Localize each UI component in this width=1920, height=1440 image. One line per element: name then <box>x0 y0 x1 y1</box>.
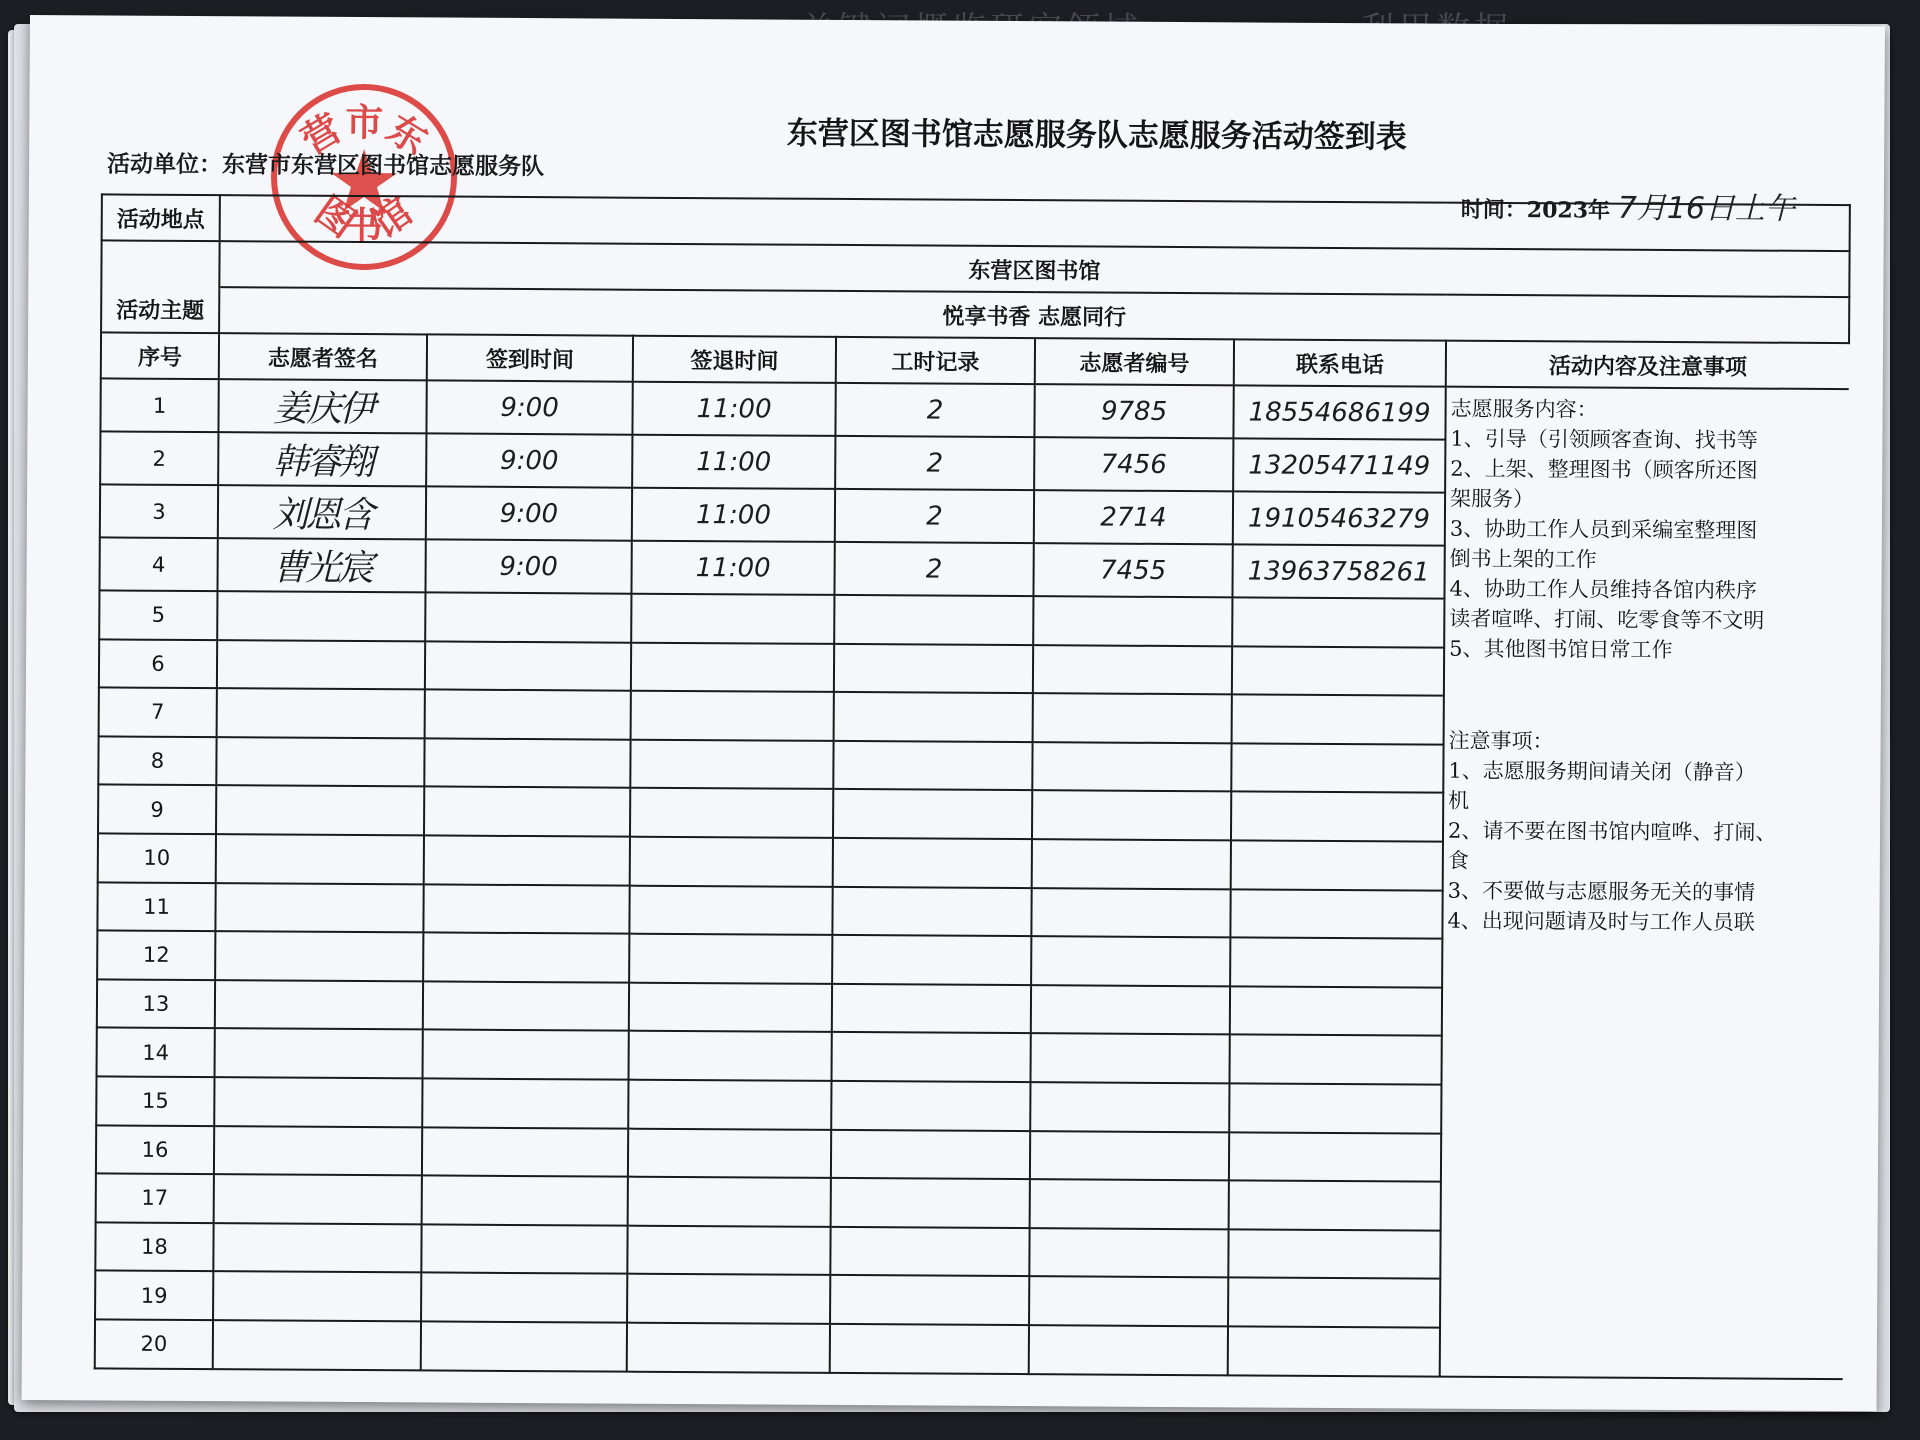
checkout-time: 11:00 <box>632 488 835 542</box>
row-number: 10 <box>98 833 216 882</box>
checkin-time <box>423 884 629 934</box>
time-month-day: 7月16日 <box>1617 190 1736 227</box>
checkout-time <box>627 1225 830 1275</box>
theme-value: 悦享书香 志愿同行 <box>219 287 1849 343</box>
checkout-time: 11:00 <box>632 435 835 489</box>
col-header-no: 序号 <box>101 332 219 379</box>
volunteer-id <box>1031 985 1230 1035</box>
work-hours: 2 <box>835 436 1034 490</box>
checkout-time <box>631 594 834 644</box>
checkin-time: 9:00 <box>426 380 632 434</box>
content-item: 读者喧哗、打闹、吃零食等不文明 <box>1449 606 1765 633</box>
volunteer-id <box>1032 791 1231 841</box>
volunteer-signature <box>217 591 425 641</box>
seal-text-bottom: 图书馆 <box>307 187 421 249</box>
checkin-time: 9:00 <box>426 486 632 540</box>
phone-number: 13205471149 <box>1233 438 1445 492</box>
checkin-time <box>421 1273 627 1323</box>
work-hours <box>831 1129 1030 1179</box>
volunteer-signature <box>215 883 423 933</box>
theme-label: 活动主题 <box>101 286 219 333</box>
work-hours <box>833 741 1032 791</box>
col-header-notes: 活动内容及注意事项 <box>1446 341 1849 389</box>
phone-number <box>1228 1229 1440 1279</box>
checkout-time <box>630 739 833 789</box>
phone-number <box>1229 1083 1441 1133</box>
content-item: 架服务） <box>1449 486 1535 512</box>
work-hours <box>834 692 1033 742</box>
location-value: 东营区图书馆 <box>219 241 1849 297</box>
volunteer-id <box>1029 1276 1228 1326</box>
seal-text-top: 营市东 <box>293 99 436 164</box>
checkout-time <box>629 1031 832 1081</box>
phone-number <box>1230 938 1442 988</box>
checkout-time <box>628 1080 831 1130</box>
checkin-time <box>425 641 631 691</box>
volunteer-signature <box>215 931 423 981</box>
unit-label: 活动单位： <box>107 150 223 179</box>
row-number: 9 <box>98 785 216 834</box>
row-number: 14 <box>97 1028 215 1077</box>
volunteer-id <box>1030 1082 1229 1132</box>
phone-number <box>1232 646 1444 696</box>
attention-heading: 注意事项： <box>1448 728 1554 754</box>
time-label: 时间： <box>1460 196 1527 224</box>
volunteer-signature <box>213 1271 421 1321</box>
checkin-time <box>424 787 630 837</box>
content-heading: 志愿服务内容： <box>1450 396 1598 422</box>
checkin-time <box>422 1127 628 1177</box>
phone-number <box>1231 743 1443 793</box>
volunteer-signature <box>214 1174 422 1224</box>
phone-number <box>1228 1326 1440 1376</box>
checkin-time: 9:00 <box>426 433 632 487</box>
notes-panel <box>1440 387 1849 1379</box>
theme-label-cell-top <box>101 240 219 287</box>
phone-number <box>1232 695 1444 745</box>
sign-in-table <box>94 190 1851 1379</box>
volunteer-signature <box>215 1028 423 1078</box>
row-number: 6 <box>99 639 217 688</box>
content-item: 5、其他图书馆日常工作 <box>1449 636 1673 663</box>
checkin-time <box>425 592 631 642</box>
col-header-volunteer-id: 志愿者编号 <box>1035 338 1234 385</box>
phone-number <box>1228 1278 1440 1328</box>
volunteer-signature <box>217 640 425 690</box>
col-header-checkout: 签退时间 <box>633 336 836 383</box>
time-year: 2023年 <box>1526 197 1611 224</box>
checkin-time: 9:00 <box>425 539 631 593</box>
phone-number <box>1229 1035 1441 1085</box>
attention-item: 机 <box>1448 788 1470 813</box>
work-hours <box>833 838 1032 888</box>
page-title: 东营区图书馆志愿服务队志愿服务活动签到表 <box>786 115 1407 156</box>
work-hours: 2 <box>835 383 1034 437</box>
volunteer-signature <box>215 980 423 1030</box>
volunteer-id <box>1030 1131 1229 1181</box>
sign-in-sheet-paper <box>22 15 1885 1411</box>
checkout-time <box>631 691 834 741</box>
volunteer-id <box>1032 839 1231 889</box>
volunteer-signature: 曹光宸 <box>217 538 425 592</box>
volunteer-signature: 姜庆伊 <box>218 379 426 433</box>
row-number: 11 <box>97 882 215 931</box>
phone-number <box>1230 889 1442 939</box>
phone-number <box>1231 792 1443 842</box>
volunteer-id: 9785 <box>1034 384 1233 438</box>
row-number: 12 <box>97 931 215 980</box>
checkin-time <box>421 1224 627 1274</box>
row-number: 16 <box>96 1125 214 1174</box>
work-hours <box>831 1081 1030 1131</box>
content-item: 3、协助工作人员到采编室整理图 <box>1449 516 1758 543</box>
work-hours <box>832 1032 1031 1082</box>
volunteer-signature <box>216 834 424 884</box>
volunteer-id <box>1031 888 1230 938</box>
content-item: 4、协助工作人员维持各馆内秩序 <box>1449 576 1757 603</box>
work-hours <box>830 1227 1029 1277</box>
volunteer-signature <box>216 737 424 787</box>
checkout-time <box>629 934 832 984</box>
phone-number <box>1232 597 1444 647</box>
row-number: 8 <box>98 736 216 785</box>
volunteer-id <box>1033 693 1232 743</box>
work-hours <box>832 984 1031 1034</box>
work-hours <box>831 1178 1030 1228</box>
checkout-time <box>627 1323 830 1373</box>
checkin-time <box>424 835 630 885</box>
row-number: 17 <box>96 1174 214 1223</box>
phone-number: 19105463279 <box>1233 491 1445 545</box>
volunteer-signature <box>213 1320 421 1370</box>
checkout-time <box>627 1274 830 1324</box>
activity-unit <box>107 145 544 181</box>
checkout-time <box>629 982 832 1032</box>
checkout-time <box>631 642 834 692</box>
phone-number <box>1229 1132 1441 1182</box>
row-number: 7 <box>99 688 217 737</box>
row-number: 19 <box>95 1271 213 1320</box>
attention-item: 3、不要做与志愿服务无关的事情 <box>1447 878 1756 905</box>
volunteer-signature <box>213 1223 421 1273</box>
checkout-time <box>628 1177 831 1227</box>
work-hours <box>833 789 1032 839</box>
attention-item: 食 <box>1447 848 1469 873</box>
work-hours <box>830 1275 1029 1325</box>
row-number: 3 <box>100 484 218 538</box>
checkout-time <box>630 837 833 887</box>
attention-item: 4、出现问题请及时与工作人员联 <box>1447 908 1755 935</box>
volunteer-signature <box>214 1077 422 1127</box>
volunteer-id <box>1033 596 1232 646</box>
checkin-time <box>421 1321 627 1371</box>
volunteer-id: 7456 <box>1034 437 1233 491</box>
row-number: 15 <box>96 1076 214 1125</box>
content-item: 1、引导（引领顾客查询、找书等 <box>1450 426 1758 453</box>
col-header-signature: 志愿者签名 <box>219 333 427 380</box>
work-hours: 2 <box>835 489 1034 543</box>
row-number: 4 <box>99 537 217 591</box>
volunteer-id <box>1031 936 1230 986</box>
volunteer-id <box>1031 1033 1230 1083</box>
volunteer-signature: 韩睿翔 <box>218 432 426 486</box>
work-hours <box>834 595 1033 645</box>
volunteer-id <box>1032 742 1231 792</box>
volunteer-signature <box>217 688 425 738</box>
row-number: 2 <box>100 431 218 485</box>
volunteer-id <box>1033 645 1232 695</box>
checkin-time <box>422 1176 628 1226</box>
phone-number <box>1231 840 1443 890</box>
phone-number: 13963758261 <box>1232 544 1444 598</box>
volunteer-signature <box>214 1126 422 1176</box>
work-hours <box>832 886 1031 936</box>
checkout-time <box>628 1128 831 1178</box>
checkout-time: 11:00 <box>632 382 835 436</box>
phone-number <box>1230 986 1442 1036</box>
phone-number: 18554686199 <box>1233 385 1445 439</box>
row-number: 20 <box>95 1319 213 1368</box>
col-header-hours: 工时记录 <box>836 337 1035 384</box>
attention-item: 2、请不要在图书馆内喧哗、打闹、 <box>1447 818 1777 845</box>
checkin-time <box>423 981 629 1031</box>
row-number: 1 <box>100 378 218 432</box>
content-item: 2、上架、整理图书（顾客所还图 <box>1450 456 1758 483</box>
checkin-time <box>422 1078 628 1128</box>
unit-value: 东营市东营区图书馆志愿服务队 <box>222 151 545 181</box>
attention-item: 1、志愿服务期间请关闭（静音） <box>1448 758 1756 785</box>
row-number: 18 <box>95 1222 213 1271</box>
content-item: 倒书上架的工作 <box>1449 546 1597 572</box>
volunteer-id: 7455 <box>1033 543 1232 597</box>
checkin-time <box>425 690 631 740</box>
time-period: 上午 <box>1734 191 1796 227</box>
work-hours <box>832 935 1031 985</box>
volunteer-id <box>1029 1228 1228 1278</box>
work-hours: 2 <box>834 542 1033 596</box>
volunteer-id <box>1029 1325 1228 1375</box>
checkout-time: 11:00 <box>631 541 834 595</box>
location-label: 活动地点 <box>102 194 220 241</box>
volunteer-id <box>1030 1179 1229 1229</box>
work-hours <box>834 644 1033 694</box>
row-number: 13 <box>97 979 215 1028</box>
volunteer-signature: 刘恩含 <box>218 485 426 539</box>
checkin-time <box>423 1030 629 1080</box>
col-header-checkin: 签到时间 <box>427 334 633 381</box>
row-number: 5 <box>99 590 217 639</box>
work-hours <box>830 1324 1029 1374</box>
checkin-time <box>423 933 629 983</box>
checkout-time <box>630 788 833 838</box>
volunteer-signature <box>216 786 424 836</box>
volunteer-id: 2714 <box>1034 490 1233 544</box>
col-header-phone: 联系电话 <box>1234 339 1446 386</box>
checkout-time <box>629 885 832 935</box>
checkin-time <box>424 738 630 788</box>
phone-number <box>1229 1180 1441 1230</box>
